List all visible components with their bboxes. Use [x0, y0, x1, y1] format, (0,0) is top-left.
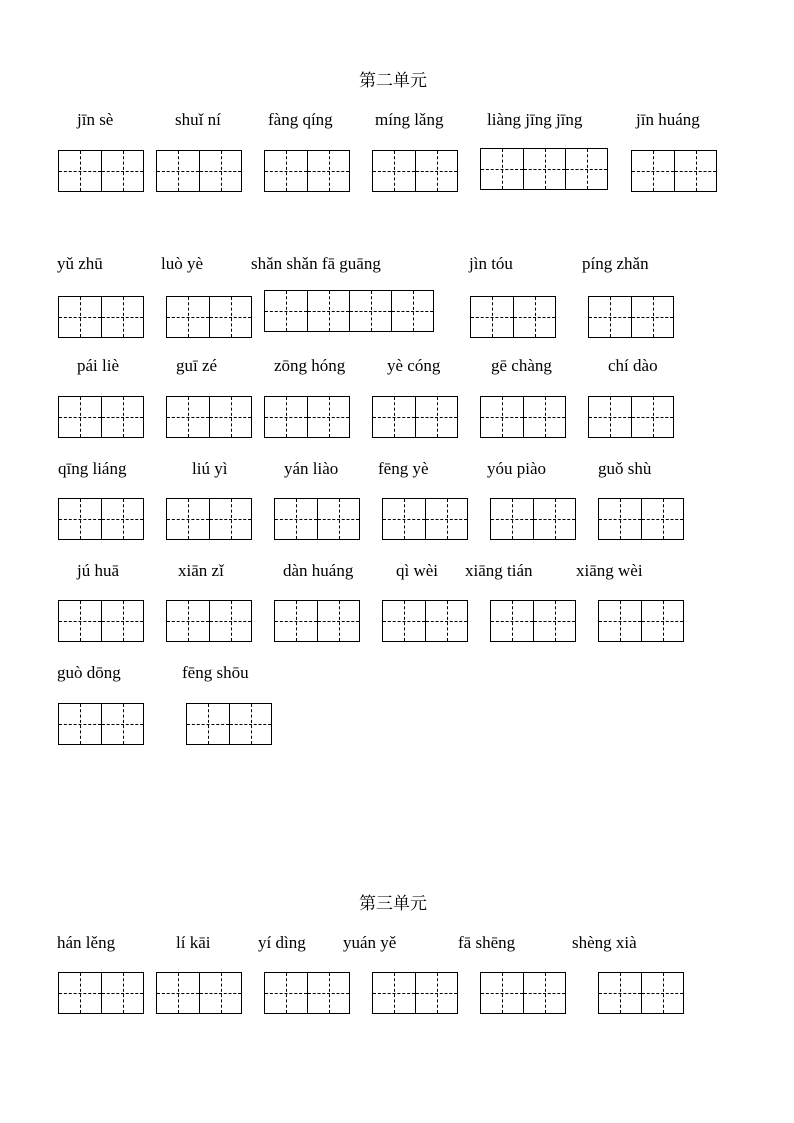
pinyin-label: guǒ shù	[598, 459, 652, 478]
writing-cell[interactable]	[391, 291, 433, 331]
writing-cell[interactable]	[101, 297, 143, 337]
pinyin-label: guī zé	[176, 356, 218, 375]
pinyin-label: yǔ zhū	[57, 254, 103, 273]
writing-grid[interactable]	[58, 972, 144, 1014]
writing-grid[interactable]	[490, 600, 576, 642]
writing-cell[interactable]	[415, 397, 457, 437]
pinyin-label: gē chàng	[491, 356, 552, 375]
writing-cell[interactable]	[209, 499, 251, 539]
writing-cell[interactable]	[641, 601, 683, 641]
pinyin-label: liú yì	[192, 459, 228, 478]
writing-grid[interactable]	[156, 972, 242, 1014]
writing-cell[interactable]	[157, 973, 199, 1013]
writing-grid[interactable]	[58, 498, 144, 540]
writing-grid[interactable]	[631, 150, 717, 192]
pinyin-label: liàng jīng jīng	[487, 110, 583, 129]
writing-cell[interactable]	[533, 499, 575, 539]
pinyin-label: qì wèi	[396, 561, 439, 580]
writing-cell[interactable]	[199, 973, 241, 1013]
writing-cell[interactable]	[229, 704, 271, 744]
writing-cell[interactable]	[383, 601, 425, 641]
writing-cell[interactable]	[101, 704, 143, 744]
writing-grid[interactable]	[372, 396, 458, 438]
pinyin-label: xiān zǐ	[178, 561, 224, 580]
writing-cell[interactable]	[101, 151, 143, 191]
writing-cell[interactable]	[59, 397, 101, 437]
writing-cell[interactable]	[589, 397, 631, 437]
writing-grid[interactable]	[490, 498, 576, 540]
writing-cell[interactable]	[513, 297, 555, 337]
pinyin-label: yán liào	[284, 459, 339, 478]
writing-cell[interactable]	[209, 601, 251, 641]
pinyin-label: xiāng tián	[465, 561, 533, 580]
writing-cell[interactable]	[307, 397, 349, 437]
writing-grid[interactable]	[58, 396, 144, 438]
writing-cell[interactable]	[415, 973, 457, 1013]
writing-grid[interactable]	[166, 600, 252, 642]
writing-cell[interactable]	[523, 397, 565, 437]
writing-cell[interactable]	[349, 291, 391, 331]
pinyin-label: lí kāi	[176, 933, 211, 952]
pinyin-label: yuán yě	[343, 933, 397, 952]
writing-cell[interactable]	[265, 973, 307, 1013]
pinyin-label: zōng hóng	[274, 356, 346, 375]
writing-cell[interactable]	[425, 601, 467, 641]
pinyin-label: guò dōng	[57, 663, 121, 682]
writing-grid[interactable]	[382, 600, 468, 642]
writing-grid[interactable]	[598, 498, 684, 540]
writing-grid[interactable]	[480, 148, 608, 190]
pinyin-label: dàn huáng	[283, 561, 354, 580]
writing-grid[interactable]	[166, 396, 252, 438]
writing-grid[interactable]	[186, 703, 272, 745]
writing-grid[interactable]	[382, 498, 468, 540]
writing-cell[interactable]	[167, 297, 209, 337]
writing-cell[interactable]	[632, 151, 674, 191]
writing-grid[interactable]	[58, 150, 144, 192]
writing-cell[interactable]	[491, 601, 533, 641]
writing-cell[interactable]	[59, 151, 101, 191]
writing-cell[interactable]	[307, 291, 349, 331]
writing-cell[interactable]	[641, 973, 683, 1013]
writing-cell[interactable]	[59, 704, 101, 744]
writing-cell[interactable]	[491, 499, 533, 539]
pinyin-label: jīn sè	[77, 110, 114, 129]
writing-grid[interactable]	[264, 290, 434, 332]
writing-cell[interactable]	[599, 601, 641, 641]
writing-grid[interactable]	[156, 150, 242, 192]
writing-grid[interactable]	[58, 600, 144, 642]
writing-cell[interactable]	[265, 397, 307, 437]
pinyin-label: hán lěng	[57, 933, 116, 952]
pinyin-label: fàng qíng	[268, 110, 333, 129]
pinyin-label: chí dào	[608, 356, 658, 375]
pinyin-label: luò yè	[161, 254, 204, 273]
writing-cell[interactable]	[187, 704, 229, 744]
writing-cell[interactable]	[589, 297, 631, 337]
writing-cell[interactable]	[599, 499, 641, 539]
pinyin-label: shuǐ ní	[175, 110, 221, 129]
writing-cell[interactable]	[59, 601, 101, 641]
writing-grid[interactable]	[480, 972, 566, 1014]
writing-grid[interactable]	[470, 296, 556, 338]
writing-cell[interactable]	[481, 149, 523, 189]
writing-cell[interactable]	[59, 499, 101, 539]
writing-cell[interactable]	[481, 973, 523, 1013]
writing-grid[interactable]	[264, 972, 350, 1014]
writing-grid[interactable]	[58, 296, 144, 338]
pinyin-label: jìn tóu	[469, 254, 513, 273]
pinyin-label: yóu piào	[487, 459, 547, 478]
writing-cell[interactable]	[275, 499, 317, 539]
writing-cell[interactable]	[674, 151, 716, 191]
pinyin-label: yí dìng	[258, 933, 306, 952]
writing-grid[interactable]	[58, 703, 144, 745]
writing-cell[interactable]	[373, 973, 415, 1013]
writing-cell[interactable]	[523, 973, 565, 1013]
writing-grid[interactable]	[480, 396, 566, 438]
writing-cell[interactable]	[481, 397, 523, 437]
writing-cell[interactable]	[101, 973, 143, 1013]
pinyin-label: shǎn shǎn fā guāng	[251, 254, 381, 273]
pinyin-label: jīn huáng	[636, 110, 700, 129]
writing-grid[interactable]	[274, 498, 360, 540]
pinyin-label: míng lǎng	[375, 110, 444, 129]
writing-grid[interactable]	[264, 150, 350, 192]
writing-cell[interactable]	[59, 297, 101, 337]
writing-cell[interactable]	[317, 499, 359, 539]
writing-grid[interactable]	[588, 296, 674, 338]
writing-cell[interactable]	[275, 601, 317, 641]
writing-cell[interactable]	[415, 151, 457, 191]
writing-cell[interactable]	[599, 973, 641, 1013]
pinyin-label: fā shēng	[458, 933, 516, 952]
writing-grid[interactable]	[264, 396, 350, 438]
writing-cell[interactable]	[317, 601, 359, 641]
writing-grid[interactable]	[274, 600, 360, 642]
pinyin-label: xiāng wèi	[576, 561, 643, 580]
writing-cell[interactable]	[533, 601, 575, 641]
writing-cell[interactable]	[383, 499, 425, 539]
writing-cell[interactable]	[59, 973, 101, 1013]
section-title: 第三单元	[359, 894, 427, 913]
writing-cell[interactable]	[373, 151, 415, 191]
pinyin-label: jú huā	[77, 561, 120, 580]
writing-cell[interactable]	[471, 297, 513, 337]
writing-cell[interactable]	[209, 397, 251, 437]
writing-cell[interactable]	[631, 297, 673, 337]
pinyin-label: shèng xià	[572, 933, 637, 952]
writing-cell[interactable]	[307, 151, 349, 191]
writing-cell[interactable]	[199, 151, 241, 191]
writing-cell[interactable]	[265, 291, 307, 331]
writing-cell[interactable]	[425, 499, 467, 539]
pinyin-label: píng zhǎn	[582, 254, 649, 273]
writing-cell[interactable]	[101, 499, 143, 539]
writing-cell[interactable]	[307, 973, 349, 1013]
writing-cell[interactable]	[565, 149, 607, 189]
writing-grid[interactable]	[598, 600, 684, 642]
pinyin-label: yè cóng	[387, 356, 441, 375]
pinyin-label: pái liè	[77, 356, 120, 375]
writing-cell[interactable]	[167, 499, 209, 539]
pinyin-label: fēng yè	[378, 459, 429, 478]
pinyin-label: qīng liáng	[58, 459, 127, 478]
writing-cell[interactable]	[101, 601, 143, 641]
writing-grid[interactable]	[166, 296, 252, 338]
writing-cell[interactable]	[631, 397, 673, 437]
writing-cell[interactable]	[209, 297, 251, 337]
writing-cell[interactable]	[523, 149, 565, 189]
writing-cell[interactable]	[641, 499, 683, 539]
writing-cell[interactable]	[167, 601, 209, 641]
writing-grid[interactable]	[166, 498, 252, 540]
writing-cell[interactable]	[373, 397, 415, 437]
section-title: 第二单元	[359, 71, 427, 90]
writing-grid[interactable]	[588, 396, 674, 438]
writing-grid[interactable]	[372, 972, 458, 1014]
writing-grid[interactable]	[372, 150, 458, 192]
pinyin-label: fēng shōu	[182, 663, 249, 682]
writing-cell[interactable]	[101, 397, 143, 437]
writing-cell[interactable]	[157, 151, 199, 191]
writing-cell[interactable]	[265, 151, 307, 191]
writing-grid[interactable]	[598, 972, 684, 1014]
writing-cell[interactable]	[167, 397, 209, 437]
